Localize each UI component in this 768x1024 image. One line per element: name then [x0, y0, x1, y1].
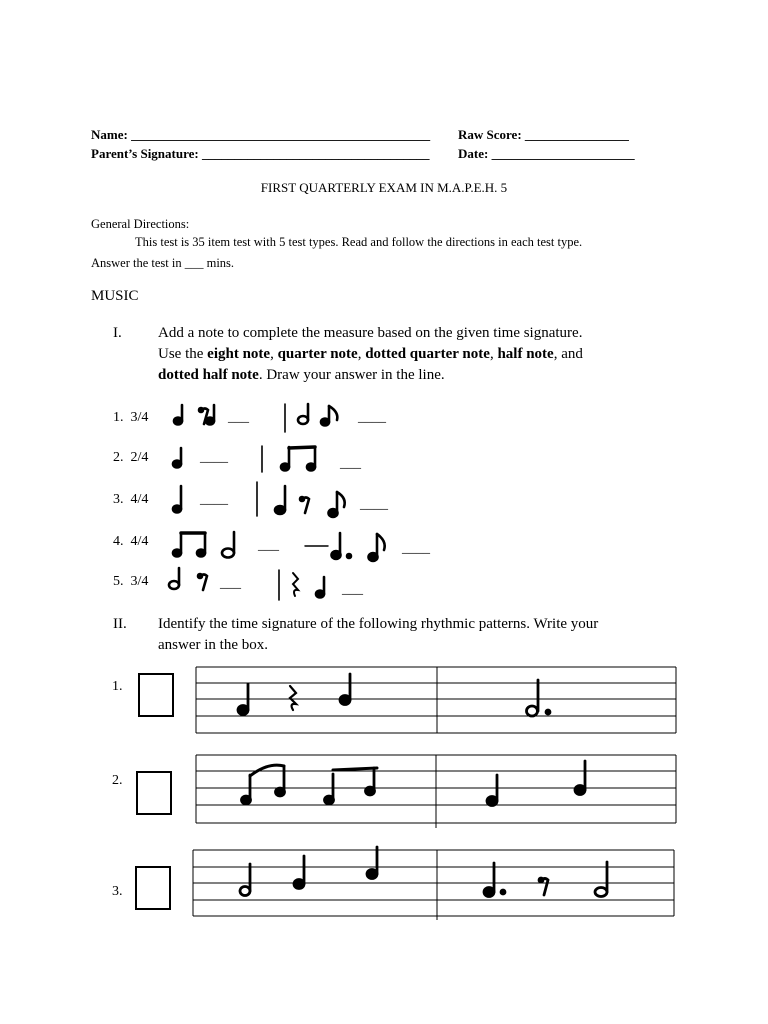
p1-item2-blank-b[interactable]: ___ [340, 456, 361, 471]
part2-numeral: II. [113, 616, 127, 632]
p2-item2-label: 2. [112, 773, 123, 788]
p1-item5-blank-b[interactable]: ___ [342, 582, 363, 597]
p1-item1-label: 1. 3/4 [113, 410, 149, 425]
name-field[interactable]: Name: ______________________________________________ [91, 127, 431, 142]
p1-item3-label: 3. 4/4 [113, 492, 149, 507]
staff-2-notes [242, 761, 586, 806]
p1-item1-blank-b[interactable]: ____ [358, 410, 386, 425]
p1-item4-label: 4. 4/4 [113, 534, 149, 549]
p1-item1-blank-a[interactable]: ___ [228, 410, 249, 425]
raw-score-field[interactable]: Raw Score: ________________ [458, 127, 629, 142]
part1-line2: Use the eight note, quarter note, dotted quarter note, half note, and [158, 346, 583, 362]
p1-item4-blank-a[interactable]: ___ [258, 538, 279, 553]
p1-item3-blank-a[interactable]: ____ [200, 492, 228, 507]
part1-line1: Add a note to complete the measure based on the given time signature. [158, 325, 583, 341]
part2-line1: Identify the time signature of the following rhythmic patterns. Write your [158, 616, 599, 632]
part1-line3: dotted half note. Draw your answer in the line. [158, 367, 445, 383]
p1-item5-blank-a[interactable]: ___ [220, 576, 241, 591]
p1-item3-blank-b[interactable]: ____ [360, 497, 388, 512]
staff-1-notes [238, 674, 550, 716]
p1-item2-blank-a[interactable]: ____ [200, 450, 228, 465]
part1-numeral: I. [113, 325, 122, 341]
staff-3-notes [240, 847, 607, 897]
staff-1 [196, 667, 676, 733]
p1-item5-label: 5. 3/4 [113, 574, 149, 589]
p2-item1-label: 1. [112, 679, 123, 694]
date-field[interactable]: Date: ______________________ [458, 146, 635, 161]
directions-heading: General Directions: [91, 217, 190, 231]
p2-item3-label: 3. [112, 884, 123, 899]
part2-line2: answer in the box. [158, 637, 268, 653]
staff-3 [193, 850, 674, 920]
p1-item2-label: 2. 2/4 [113, 450, 149, 465]
exam-title: FIRST QUARTERLY EXAM IN M.A.P.E.H. 5 [260, 180, 508, 195]
directions-line2: Answer the test in ___ mins. [91, 256, 235, 270]
section-heading: MUSIC [91, 288, 139, 304]
directions-line1: This test is 35 item test with 5 test types. Read and follow the directions in each test type. [135, 235, 583, 249]
parent-signature-field[interactable]: Parent’s Signature: ___________________________________ [91, 146, 430, 161]
p1-item4-blank-b[interactable]: ____ [402, 541, 430, 556]
